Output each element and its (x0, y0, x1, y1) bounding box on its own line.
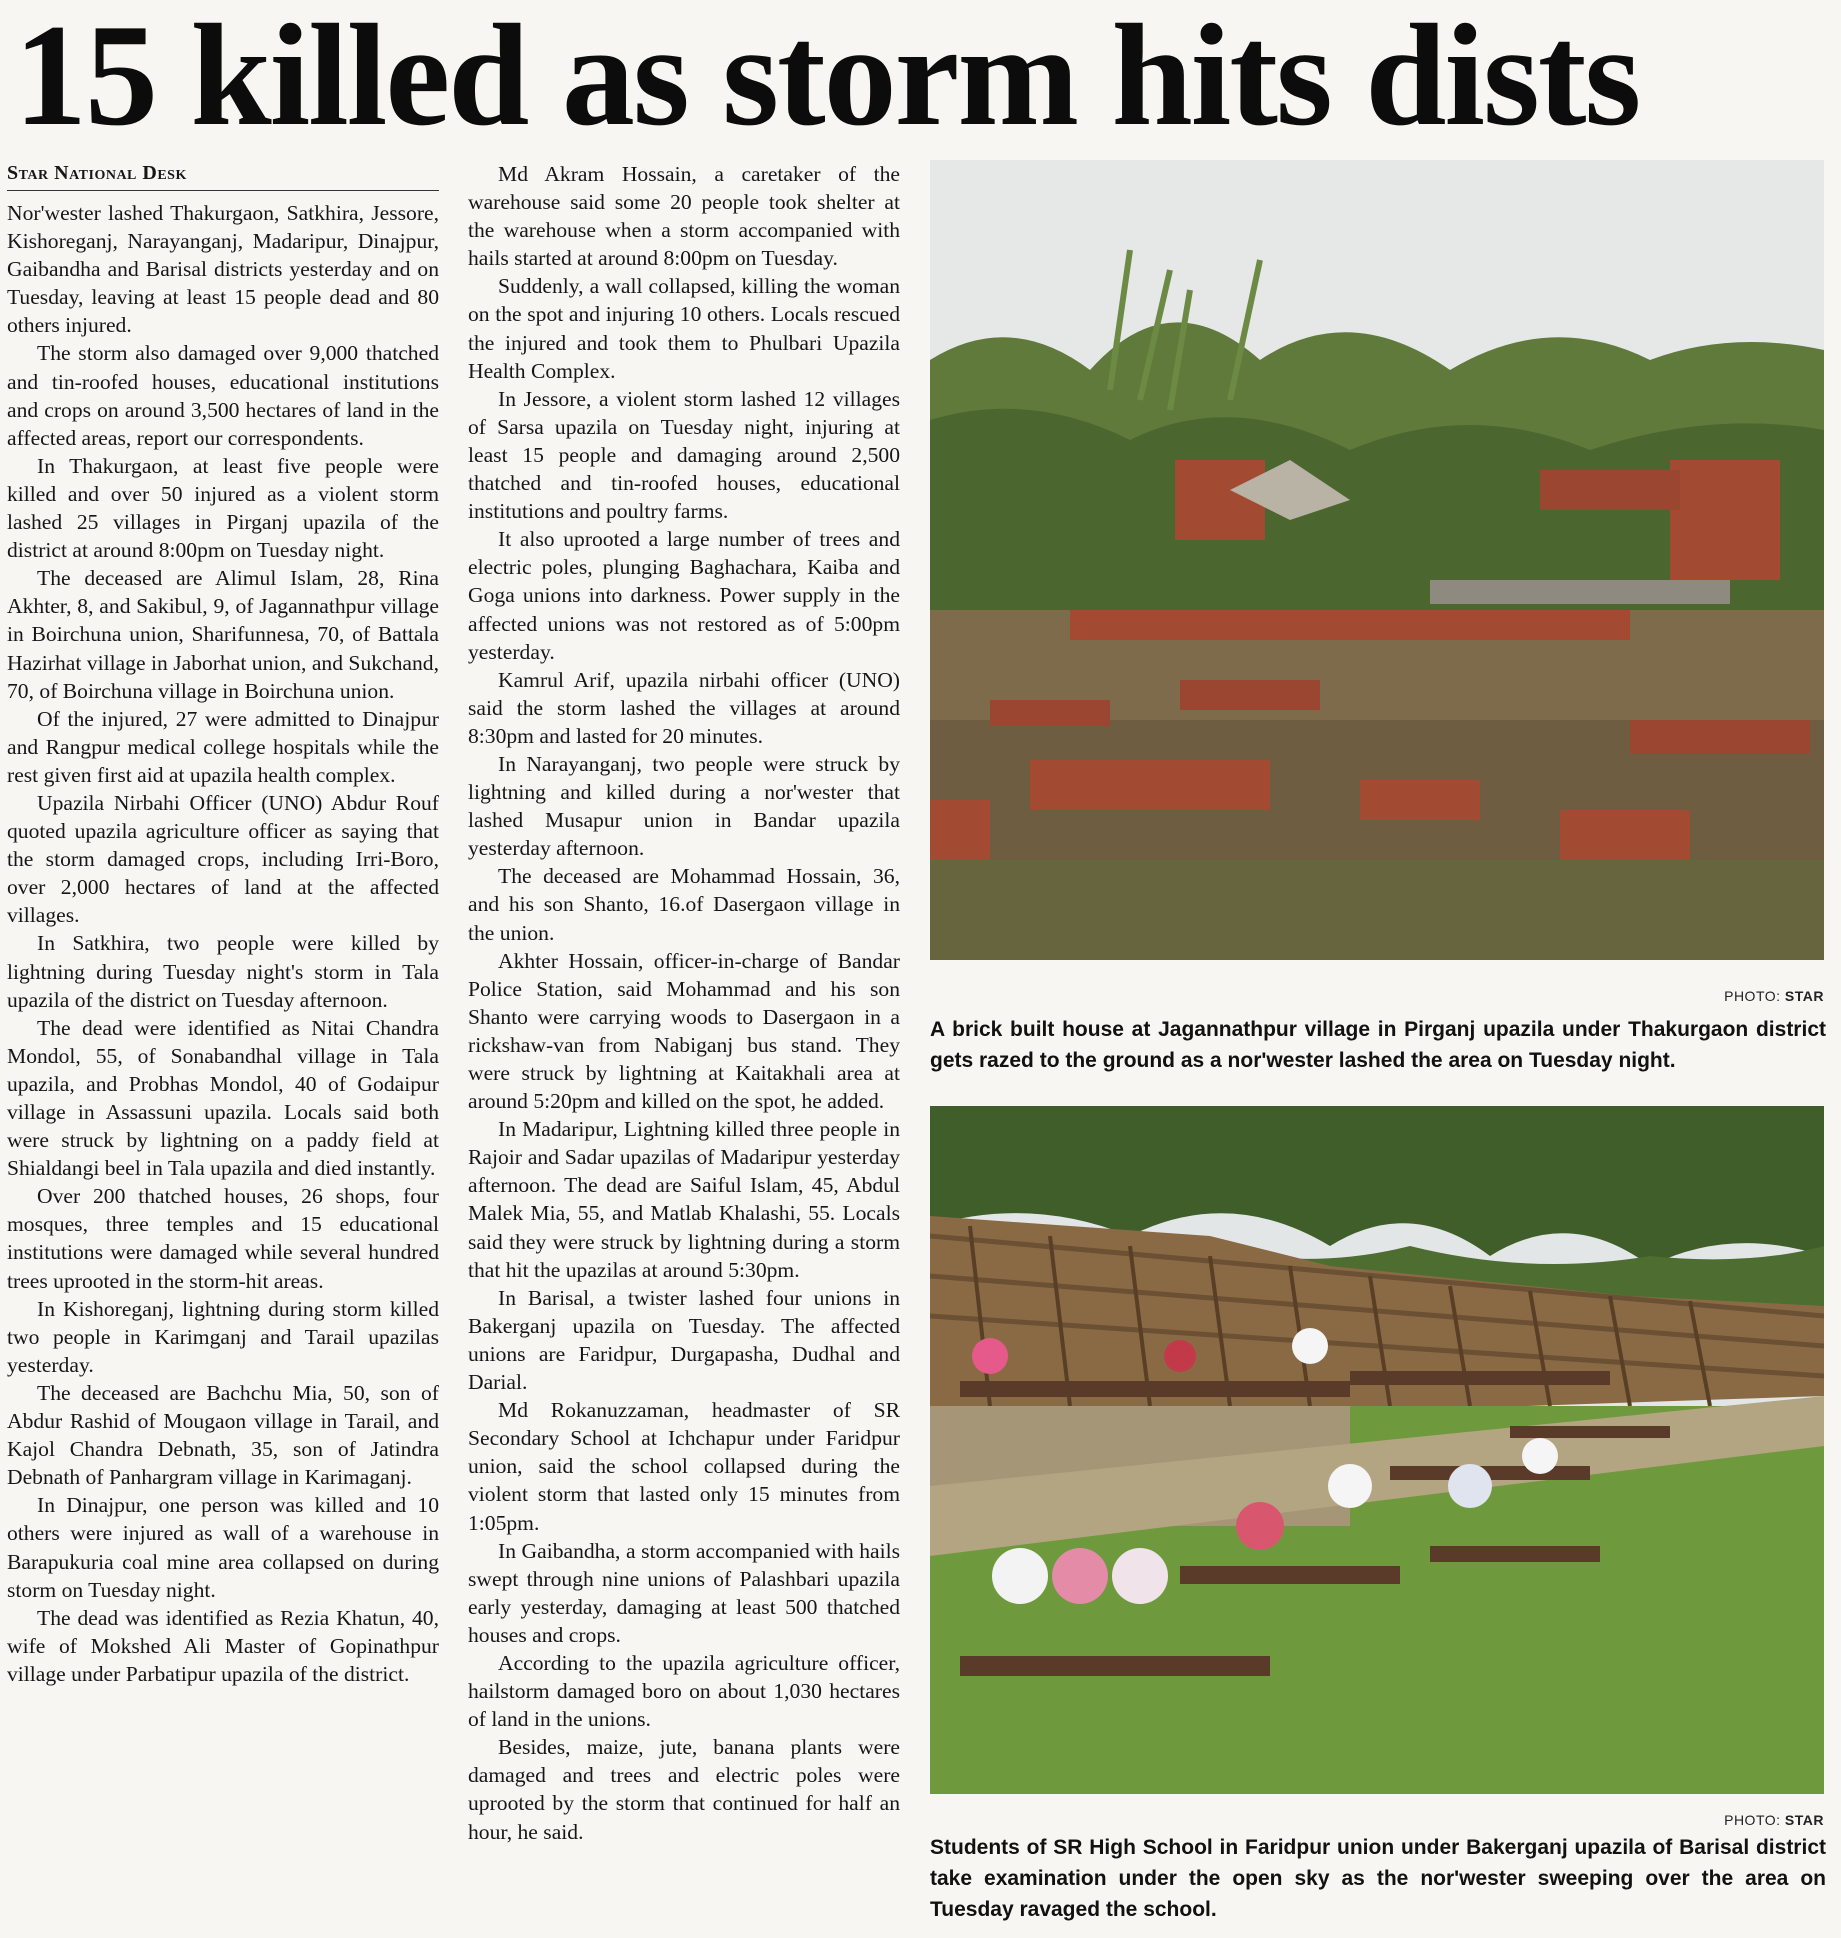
paragraph: Besides, maize, jute, banana plants were damaged and trees and electric poles were uprooted by the storm that continued for half an hour, he said. (468, 1735, 900, 1844)
byline: Star National Desk (7, 160, 439, 191)
paragraph: In Satkhira, two people were killed by lightning during Tuesday night's storm in Tala upazila of the district on Tuesday afternoon. (7, 931, 439, 1012)
photo-caption: Students of SR High School in Faridpur union under Bakerganj upazila of Barisal district take examination under the open sky as the nor'wester sweeping over the area on Tuesday ravaged the school. (930, 1836, 1826, 1921)
paragraph: Suddenly, a wall collapsed, killing the woman on the spot and injuring 10 others. Locals rescued the injured and took them to Phulbari Upazila Health Complex. (468, 274, 900, 383)
paragraph: It also uprooted a large number of trees and electric poles, plunging Baghachara, Kaiba and Goga unions into darkness. Power supply in the affected unions was not restored as of 5:00pm yesterday. (468, 527, 900, 664)
paragraph: Nor'wester lashed Thakurgaon, Satkhira, Jessore, Kishoreganj, Narayanganj, Madaripur, Dinajpur, Gaibandha and Barisal districts yesterday and on Tuesday, leaving at least 15 people dead and 80 others injured. (7, 201, 439, 338)
paragraph: In Kishoreganj, lightning during storm killed two people in Karimganj and Tarail upazilas yesterday. (7, 1296, 439, 1377)
paragraph: In Narayanganj, two people were struck by lightning and killed during a nor'wester that lashed Musapur union in Bandar upazila yesterday afternoon. (468, 751, 900, 861)
photo-credit: PHOTO: STAR (1724, 988, 1824, 1004)
photo-collapsed-brick-house (930, 160, 1824, 960)
paragraph: Over 200 thatched houses, 26 shops, four mosques, three temples and 15 educational institutions were damaged while several hundred trees uprooted in the storm-hit areas. (7, 1184, 439, 1293)
paragraph: The dead was identified as Rezia Khatun, 40, wife of Mokshed Ali Master of Gopinathpur village under Parbatipur upazila of the district. (7, 1605, 439, 1686)
paragraph: In Madaripur, Lightning killed three people in Rajoir and Sadar upazilas of Madaripur yesterday afternoon. The dead are Saiful Islam, 45, Abdul Malek Mia, 55, and Matlab Khalashi, 55. Locals said they were struck by lightning during a storm that hit the upazilas at around 5:30pm. (468, 1117, 900, 1282)
paragraph: The storm also damaged over 9,000 thatched and tin-roofed houses, educational institutions and crops on around 3,500 hectares of land in the affected areas, report our correspondents. (7, 341, 439, 450)
paragraph: The dead were identified as Nitai Chandra Mondol, 55, of Sonabandhal village in Tala upazila, and Probhas Mondol, 40 of Godaipur village in Assassuni upazila. Locals said both were struck by lightning on a paddy field at Shialdangi beel in Tala upazila and died instantly. (7, 1015, 439, 1181)
paragraph: Upazila Nirbahi Officer (UNO) Abdur Rouf quoted upazila agriculture officer as saying that the storm damaged crops, including Irri-Boro, over 2,000 hectares of land at the affected villages. (7, 790, 439, 928)
photo-caption: A brick built house at Jagannathpur village in Pirganj upazila under Thakurgaon district gets razed to the ground as a nor'wester lashed the area on Tuesday night. (930, 1018, 1826, 1072)
paragraph: In Barisal, a twister lashed four unions in Bakerganj upazila on Tuesday. The affected unions are Faridpur, Durgapasha, Dudhal and Darial. (468, 1285, 900, 1395)
paragraph: In Jessore, a violent storm lashed 12 villages of Sarsa upazila on Tuesday night, injuring at least 15 people and damaging around 2,500 thatched and tin-roofed houses, educational institutions and poultry farms. (468, 386, 900, 524)
paragraph: Kamrul Arif, upazila nirbahi officer (UNO) said the storm lashed the villages at around 8:30pm and lasted for 20 minutes. (468, 667, 900, 748)
paragraph: Akhter Hossain, officer-in-charge of Bandar Police Station, said Mohammad and his son Shanto were carrying woods to Dasergaon in a rickshaw-van from Nabiganj bus stand. They were struck by lightning at Kaitakhali area at around 5:20pm and killed on the spot, he added. (468, 948, 900, 1114)
article-column-1 (7, 160, 439, 1688)
headline: 15 killed as storm hits dists (14, 0, 1640, 156)
paragraph: In Thakurgaon, at least five people were killed and over 50 injured as a violent storm lashed 25 villages in Pirganj upazila of the district at around 8:00pm on Tuesday night. (7, 453, 439, 563)
paragraph: The deceased are Alimul Islam, 28, Rina Akhter, 8, and Sakibul, 9, of Jagannathpur village in Boirchuna union, Sharifunnesa, 70, of Battala Hazirhat village in Jaborhat union, and Sukchand, 70, of Boirchuna village in Boirchuna union. (7, 566, 439, 703)
paragraph: According to the upazila agriculture officer, hailstorm damaged boro on about 1,030 hectares of land in the unions. (468, 1650, 900, 1732)
paragraph: Md Rokanuzzaman, headmaster of SR Secondary School at Ichchapur under Faridpur union, said the school collapsed during the violent storm that lasted only 15 minutes from 1:05pm. (468, 1398, 900, 1535)
paragraph: In Dinajpur, one person was killed and 10 others were injured as wall of a warehouse in Barapukuria coal mine area collapsed on during storm on Tuesday night. (7, 1493, 439, 1602)
paragraph: The deceased are Bachchu Mia, 50, son of Abdur Rashid of Mougaon village in Tarail, and Kajol Chandra Debnath, 35, son of Jatindra Debnath of Panhargram village in Karimaganj. (7, 1380, 439, 1490)
paragraph: The deceased are Mohammad Hossain, 36, and his son Shanto, 16.of Dasergaon village in the union. (468, 864, 900, 945)
paragraph: Md Akram Hossain, a caretaker of the warehouse said some 20 people took shelter at the warehouse when a storm accompanied with hails started at around 8:00pm on Tuesday. (468, 162, 900, 271)
paragraph: In Gaibandha, a storm accompanied with hails swept through nine unions of Palashbari upazila early yesterday, damaging at least 500 thatched houses and crops. (468, 1538, 900, 1647)
photo-credit: PHOTO: STAR (1724, 1812, 1824, 1828)
article-column-2 (468, 160, 900, 1846)
paragraph: Of the injured, 27 were admitted to Dinajpur and Rangpur medical college hospitals while the rest given first aid at upazila health complex. (7, 706, 439, 787)
photo-students-exam-outdoors (930, 1106, 1824, 1794)
